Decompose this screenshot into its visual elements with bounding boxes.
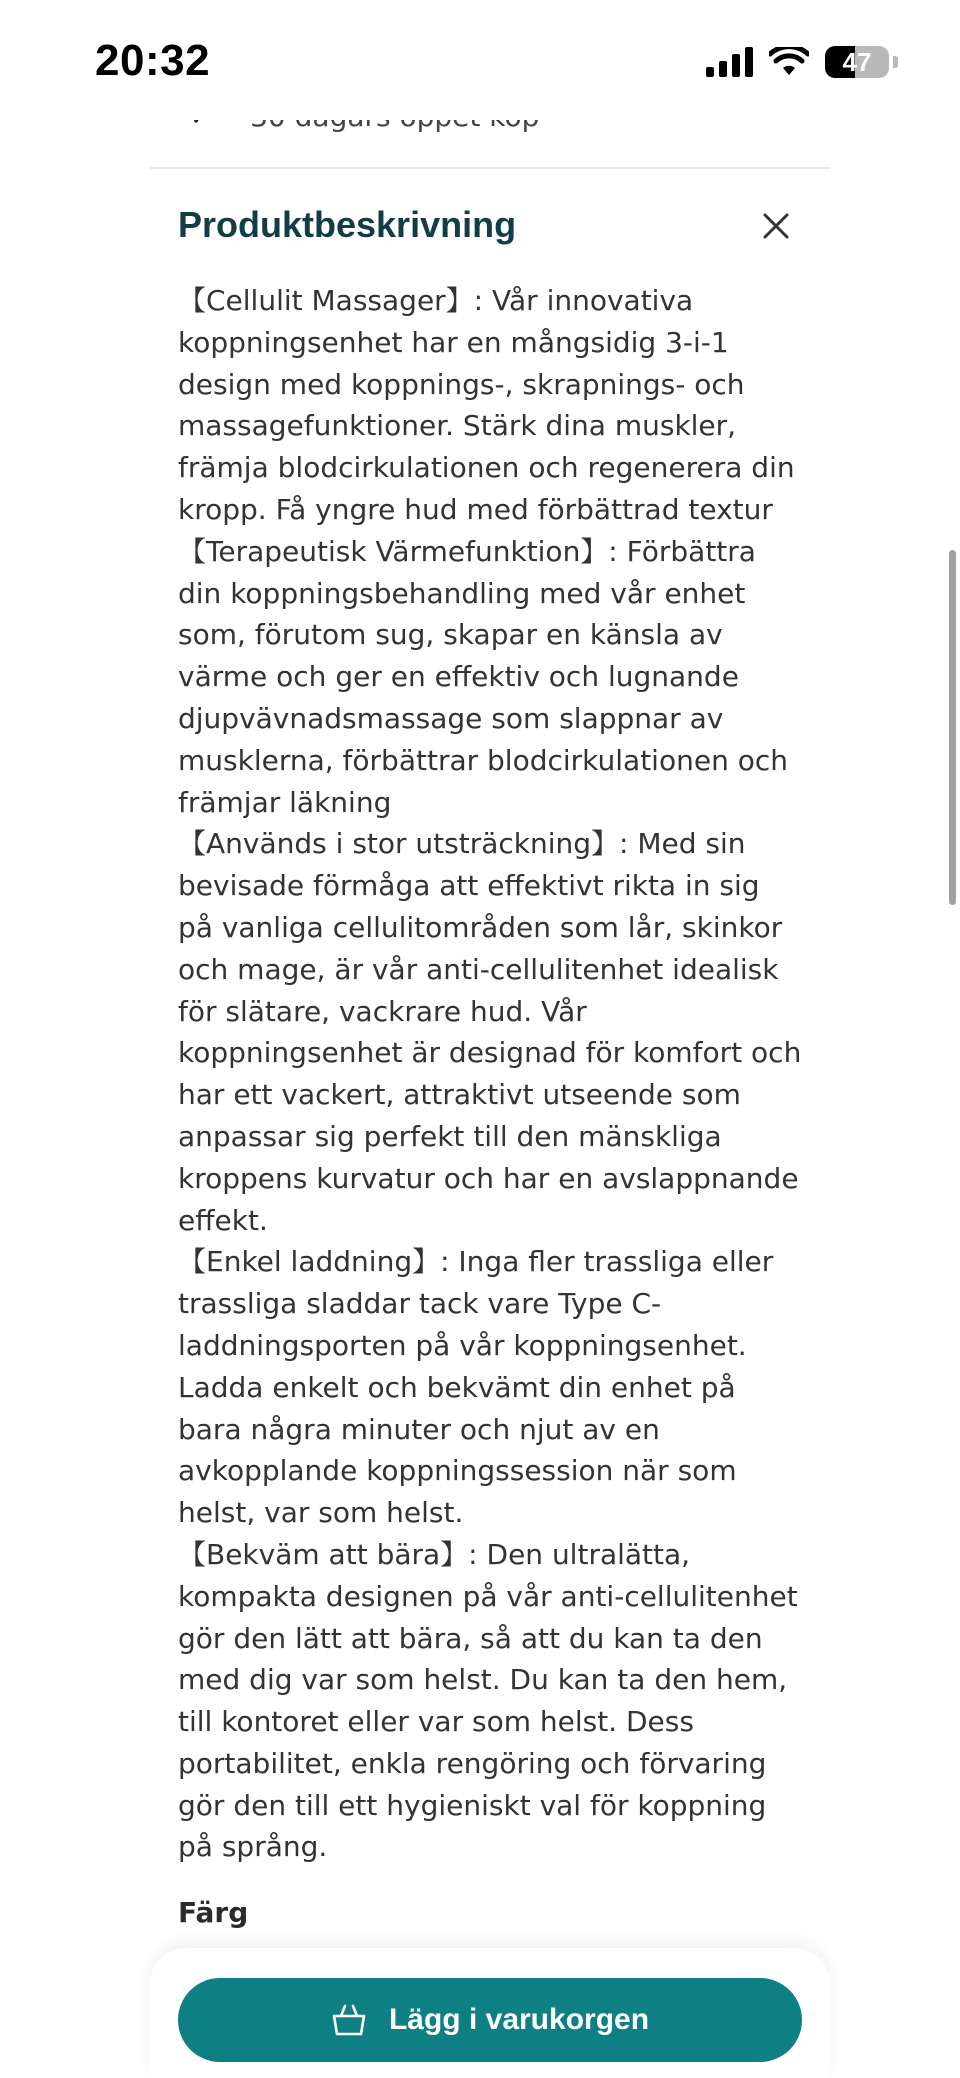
section-header xyxy=(150,168,830,264)
battery-icon xyxy=(825,46,889,78)
scrollbar[interactable] xyxy=(949,550,956,905)
status-time: 20:32 xyxy=(95,36,211,85)
product-description-text: 【Cellulit Massager】: Vår innovativa koppningsenhet har en mångsidig 3-i-1 design med koppnings-, skrapnings- och massagefunktioner. Stärk dina muskler, främja blodcirkulationen och regenerera din kropp. Få yngre hud med förbättrad textur 【Terapeutisk Värmefunktion】: Förbättra din koppningsbehandling med vår enhet som, förutom sug, skapar en känsla av värme och ger en effektiv och lugnande djupvävnadsmassage som slappnar av musklerna, förbättrar blodcirkulationen och främjar läkning 【Används i stor utsträckning】: Med sin bevisade förmåga att effektivt rikta in sig på vanliga cellulitområden som lår, skinkor och mage, är vår anti-cellulitenhet idealisk för slätare, vackrare hud. Vår koppningsenhet är designad för komfort och har ett vackert, attraktivt utseende som anpassar sig perfekt till den mänskliga kroppens kurvatur och har en avslappnande effekt. 【Enkel laddning】: Inga fler trassliga eller trassliga sladdar tack vare Type C-laddningsporten på vår koppningsenhet. Ladda enkelt och bekvämt din enhet på bara några minuter och njut av en avkopplande koppningssession när som helst, var som helst. 【Bekväm att bära】: Den ultralätta, kompakta designen på vår anti-cellulitenhet gör den lätt att bära, så att du kan ta den med dig var som helst. Du kan ta den hem, till kontoret eller var som helst. Dess portabilitet, enkla rengöring och förvaring gör den till ett hygieniskt val för koppning på språng. xyxy=(178,284,802,1864)
battery-tip xyxy=(893,56,898,68)
add-to-cart-bar xyxy=(150,1948,830,2078)
battery-percent: 47 xyxy=(842,46,872,77)
section-title: Produktbeskrivning xyxy=(178,204,517,245)
status-bar xyxy=(0,0,960,120)
wifi-icon xyxy=(769,47,809,77)
product-description-panel xyxy=(150,168,830,2076)
add-to-cart-button[interactable] xyxy=(178,1978,802,2062)
add-to-cart-label: Lägg i varukorgen xyxy=(388,2003,650,2036)
status-icons xyxy=(706,46,898,78)
basket-icon xyxy=(331,2003,367,2037)
cellular-signal-icon xyxy=(706,47,753,77)
close-icon[interactable] xyxy=(758,208,794,244)
color-label: Färg xyxy=(178,1896,249,1930)
